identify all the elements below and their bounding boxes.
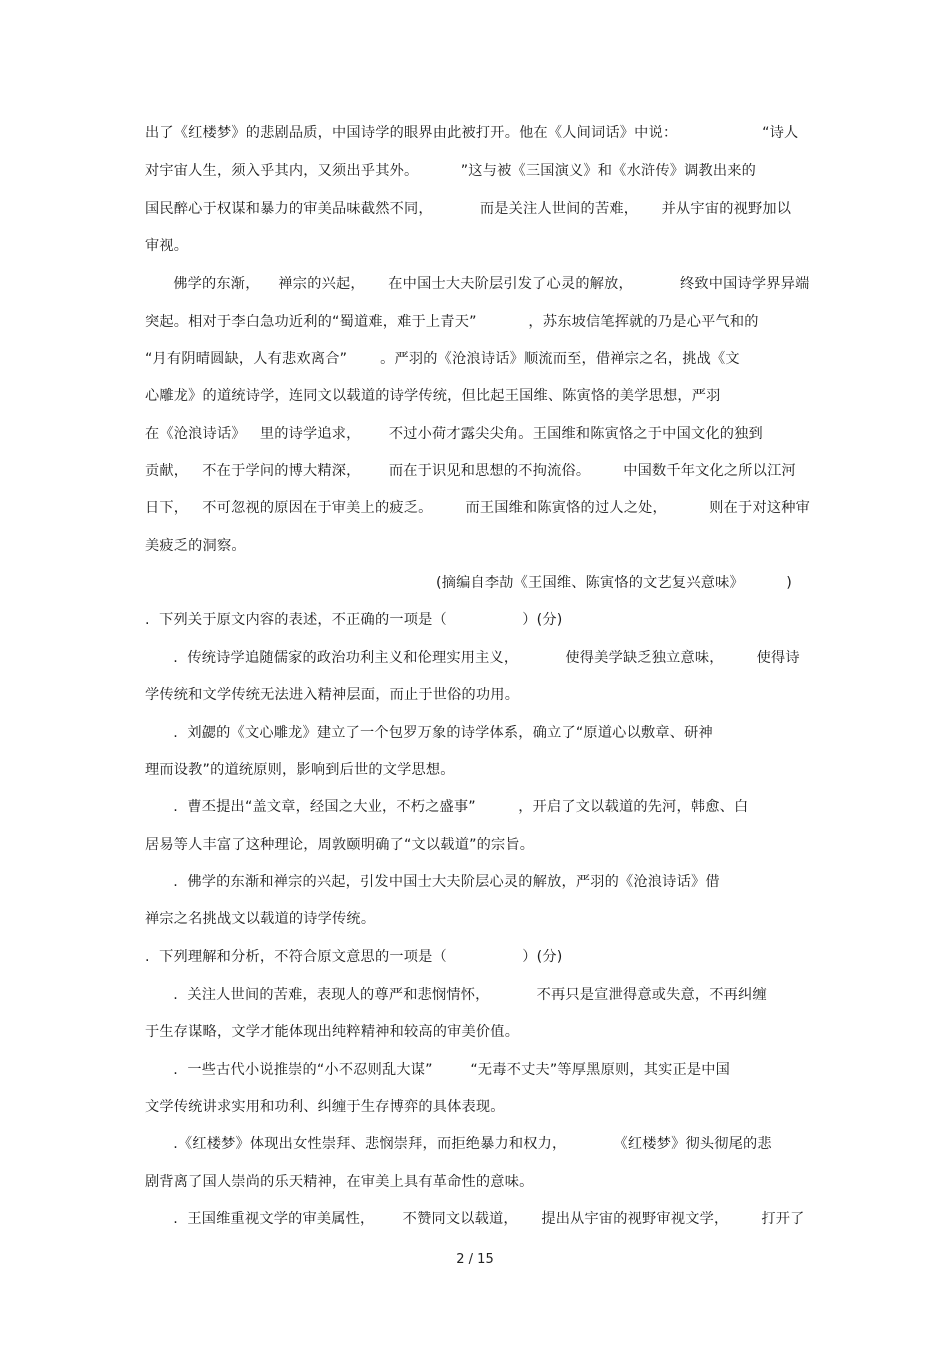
option-line: 居易等人丰富了这种理论，周敦颐明确了“文以载道”的宗旨。 xyxy=(145,837,535,853)
text-line: 国民醉心于权谋和暴力的审美品味截然不同， 而是关注人世间的苦难， 并从宇宙的视野加以 xyxy=(145,201,792,217)
option-line: . 刘勰的《文心雕龙》建立了一个包罗万象的诗学体系，确立了“原道心以敷章、研神 xyxy=(145,725,713,741)
text-line: 心雕龙》的道统诗学，连同文以载道的诗学传统，但比起王国维、陈寅恪的美学思想，严羽 xyxy=(145,388,721,404)
option-line: 于生存谋略，文学才能体现出纯粹精神和较高的审美价值。 xyxy=(145,1024,520,1040)
option-line: .《红楼梦》体现出女性崇拜、悲悯崇拜，而拒绝暴力和权力， 《红楼梦》彻头彻尾的悲 xyxy=(145,1136,772,1152)
text-line: 审视。 xyxy=(145,238,189,254)
question-stem: . 下列关于原文内容的表述，不正确的一项是（ ）(分) xyxy=(145,612,563,628)
option-line: 学传统和文学传统无法进入精神层面，而止于世俗的功用。 xyxy=(145,687,520,703)
text-line: 出了《红楼梦》的悲剧品质，中国诗学的眼界由此被打开。他在《人间词话》中说： “诗人 xyxy=(145,125,799,141)
option-line: 文学传统讲求实用和功利、纠缠于生存博弈的具体表现。 xyxy=(145,1099,505,1115)
text-line: 贡献， 不在于学问的博大精深， 而在于识见和思想的不拘流俗。 中国数千年文化之所以江河 xyxy=(145,463,796,479)
option-line: 理而设教”的道统原则，影响到后世的文学思想。 xyxy=(145,762,455,778)
option-line: . 王国维重视文学的审美属性， 不赞同文以载道， 提出从宇宙的视野审视文学， 打开了 xyxy=(145,1211,805,1227)
page-number: 2 / 15 xyxy=(456,1252,494,1267)
question-stem: . 下列理解和分析，不符合原文意思的一项是（ ）(分) xyxy=(145,949,563,965)
source-citation: (摘编自李劼《王国维、陈寅恪的文艺复兴意味》 ) xyxy=(436,575,792,591)
paragraph-start-line: 佛学的东渐， 禅宗的兴起， 在中国士大夫阶层引发了心灵的解放， 终致中国诗学界异端 xyxy=(145,276,810,292)
option-line: . 关注人世间的苦难，表现人的尊严和悲悯情怀， 不再只是宣泄得意或失意，不再纠缠 xyxy=(145,987,767,1003)
text-line: 美疲乏的洞察。 xyxy=(145,538,246,554)
text-line: 在《沧浪诗话》 里的诗学追求， 不过小荷才露尖尖角。王国维和陈寅恪之于中国文化的独到 xyxy=(145,426,763,442)
text-line: 对宇宙人生，须入乎其内，又须出乎其外。 ”这与被《三国演义》和《水浒传》调教出来的 xyxy=(145,163,757,179)
option-line: . 佛学的东渐和禅宗的兴起，引发中国士大夫阶层心灵的解放，严羽的《沧浪诗话》借 xyxy=(145,874,720,890)
text-line: “月有阴晴圆缺，人有悲欢离合” 。严羽的《沧浪诗话》顺流而至，借禅宗之名，挑战《文 xyxy=(145,351,740,367)
option-line: 禅宗之名挑战文以载道的诗学传统。 xyxy=(145,911,376,927)
option-line: . 曹丕提出“盖文章，经国之大业，不朽之盛事” ，开启了文以载道的先河，韩愈、白 xyxy=(145,799,749,815)
text-line: 突起。相对于李白急功近利的“蜀道难，难于上青天” ，苏东坡信笔挥就的乃是心平气和的 xyxy=(145,314,759,330)
text-line: 日下， 不可忽视的原因在于审美上的疲乏。 而王国维和陈寅恪的过人之处， 则在于对这种审 xyxy=(145,500,810,516)
option-line: . 传统诗学追随儒家的政治功利主义和伦理实用主义， 使得美学缺乏独立意味， 使得诗 xyxy=(145,650,800,666)
option-line: 剧背离了国人崇尚的乐天精神，在审美上具有革命性的意味。 xyxy=(145,1174,534,1190)
option-line: . 一些古代小说推崇的“小不忍则乱大谋” “无毒不丈夫”等厚黑原则，其实正是中国 xyxy=(145,1062,731,1078)
